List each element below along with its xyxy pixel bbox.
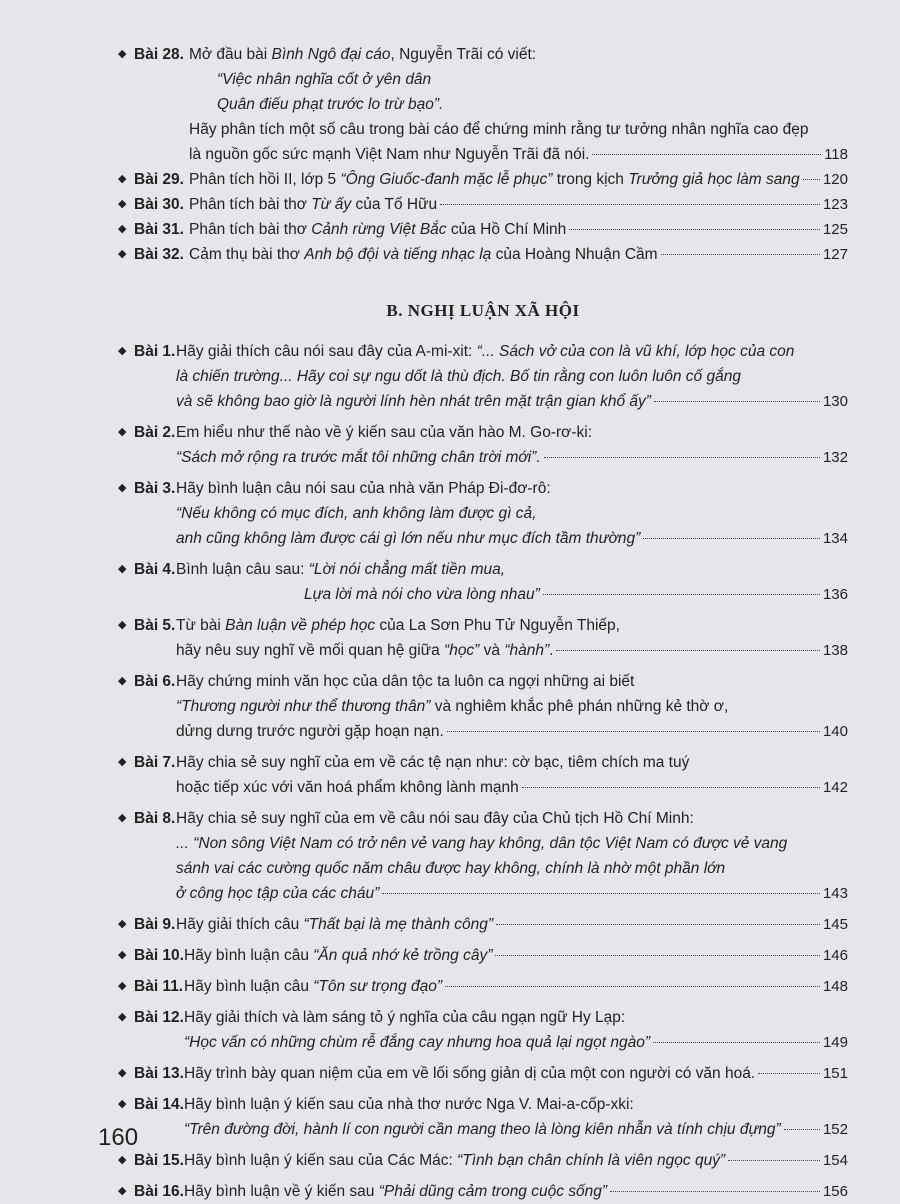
entry-label: Bài 16. [134,1183,184,1200]
entry-quote: là chiến trường... Hãy coi sự ngu dốt là thù địch. Bố tin rằng con luôn luôn cố gắng [176,368,741,385]
page-ref: 136 [822,586,848,603]
bullet-icon: ◆ [118,426,127,438]
entry-label: Bài 15. [134,1152,184,1169]
entry-italic: Bàn luận về phép học [225,617,376,634]
entry-text: Phân tích bài thơ [189,196,312,213]
toc-entry [118,339,848,414]
page-ref: 134 [822,530,848,547]
entry-text: Hãy bình luận câu [184,978,314,995]
entry-text: và [479,642,505,659]
bullet-icon: ◆ [118,173,127,185]
entry-text: Hãy chia sẻ suy nghĩ của em về các tệ nạn như: cờ bạc, tiêm chích ma tuý [176,754,690,771]
entry-label: Bài 13. [134,1065,184,1082]
entry-quote: “Tôn sư trọng đạo” [313,978,442,995]
entry-text: Bình luận câu sau: [176,561,309,578]
bullet-icon: ◆ [118,198,127,210]
entry-text: Phân tích bài thơ [189,221,312,238]
entry-label: Bài 4. [134,561,176,578]
entry-text: Cảm thụ bài thơ [189,246,305,263]
bullet-icon: ◆ [118,1011,127,1023]
bullet-icon: ◆ [118,1098,127,1110]
entry-text: Hãy giải thích và làm sáng tỏ ý nghĩa của câu ngạn ngữ Hy Lạp: [184,1009,626,1026]
page-ref: 154 [822,1152,848,1169]
toc-entry [118,974,848,999]
toc-entry [118,750,848,800]
entry-italic: “học” [444,642,480,659]
entry-quote: “Nếu không có mục đích, anh không làm được gì cả, [176,505,537,522]
entry-label: Bài 32. [134,246,184,263]
bullet-icon: ◆ [118,223,127,235]
entry-italic: Trưởng giả học làm sang [628,171,800,188]
entry-text: Từ bài [176,617,226,634]
page-ref: 118 [824,146,848,163]
toc-entry [118,669,848,744]
entry-quote: anh cũng không làm được cái gì lớn nếu như mục đích tầm thường” [176,530,641,547]
entry-text: hãy nêu suy nghĩ về mối quan hệ giữa [176,642,445,659]
toc-entry [118,1179,848,1204]
toc-entry [118,1092,848,1142]
entry-label: Bài 10. [134,947,184,964]
bullet-icon: ◆ [118,756,127,768]
entry-italic: Cảnh rừng Việt Bắc [311,221,447,238]
bullet-icon: ◆ [118,949,127,961]
entry-quote: “Học vấn có những chùm rễ đắng cay nhưng hoa quả lại ngọt ngào” [184,1034,651,1051]
page-ref: 152 [822,1121,848,1138]
bullet-icon: ◆ [118,345,127,357]
page-ref: 148 [822,978,848,995]
entry-italic: Anh bộ đội và tiếng nhạc lạ [304,246,492,263]
entry-italic: Từ ấy [311,196,352,213]
entry-text: của La Sơn Phu Tử Nguyễn Thiếp, [375,617,620,634]
bullet-icon: ◆ [118,675,127,687]
bullet-icon: ◆ [118,1185,127,1197]
toc-entry [118,1148,848,1173]
entry-quote: ở công học tập của các cháu” [176,885,380,902]
page-ref: 146 [822,947,848,964]
entry-label: Bài 29. [134,171,184,188]
entry-label: Bài 5. [134,617,176,634]
entry-quote: “Thất bại là mẹ thành công” [303,916,494,933]
entry-quote: “Lời nói chẳng mất tiền mua, [308,561,506,578]
entry-quote: “... Sách vở của con là vũ khí, lớp học của con [476,343,795,360]
entry-label: Bài 14. [134,1096,184,1113]
entry-text: Em hiểu như thế nào về ý kiến sau của văn hào M. Go-rơ-ki: [176,424,592,441]
toc-entry [118,476,848,551]
entry-text: Hãy giải thích câu [176,916,304,933]
entry-quote: “Tình bạn chân chính là viên ngọc quý” [457,1152,726,1169]
toc-entry [118,242,848,267]
entry-label: Bài 30. [134,196,184,213]
entry-quote: “Ăn quả nhớ kẻ trồng cây” [313,947,493,964]
entry-label: Bài 11. [134,978,184,995]
entry-text: của Hoàng Nhuận Cầm [491,246,658,263]
page-ref: 143 [822,885,848,902]
bullet-icon: ◆ [118,980,127,992]
page-ref: 127 [822,246,848,263]
bullet-icon: ◆ [118,812,127,824]
entry-label: Bài 28. [134,46,184,63]
entry-text: Hãy bình luận câu [184,947,314,964]
entry-text: Hãy chia sẻ suy nghĩ của em về câu nói sau đây của Chủ tịch Hồ Chí Minh: [176,810,694,827]
entry-quote: “Sách mở rộng ra trước mắt tôi những chân trời mới”. [176,449,541,466]
bullet-icon: ◆ [118,918,127,930]
entry-text: , Nguyễn Trãi có viết: [390,46,537,63]
bullet-icon: ◆ [118,482,127,494]
entry-label: Bài 3. [134,480,176,497]
toc-entry [118,1061,848,1086]
entry-label: Bài 2. [134,424,176,441]
entry-text: Phân tích hồi II, lớp 5 [189,171,341,188]
entry-text: Hãy bình luận về ý kiến sau [184,1183,379,1200]
entry-text: . [549,642,554,659]
entry-italic: Bình Ngô đại cáo [271,46,391,63]
entry-text: và nghiêm khắc phê phán những kẻ thờ ơ, [430,698,729,715]
entry-text: Hãy chứng minh văn học của dân tộc ta luôn ca ngợi những ai biết [176,673,635,690]
entry-text: dửng dưng trước người gặp hoạn nạn. [176,723,444,740]
entry-quote: “Phải dũng cảm trong cuộc sống” [378,1183,608,1200]
toc-entry [118,217,848,242]
bullet-icon: ◆ [118,48,127,60]
entry-quote: “Trên đường đời, hành lí con người cần mang theo là lòng kiên nhẫn và tính chịu đựng” [184,1121,781,1138]
entry-label: Bài 7. [134,754,176,771]
entry-italic: “hành” [504,642,550,659]
entry-quote: ... “Non sông Việt Nam có trở nên vẻ vang hay không, dân tộc Việt Nam có được vẻ vang [176,835,788,852]
toc-entry [118,806,848,906]
entry-label: Bài 31. [134,221,184,238]
entry-label: Bài 8. [134,810,176,827]
toc-entry [118,557,848,607]
toc-entry [118,192,848,217]
page-ref: 156 [822,1183,848,1200]
entry-label: Bài 9. [134,916,176,933]
page-number: 160 [98,1124,139,1151]
entry-quote: sánh vai các cường quốc năm châu được hay không, chính là nhờ một phần lớn [176,860,726,877]
bullet-icon: ◆ [118,1067,127,1079]
entry-quote: Lựa lời mà nói cho vừa lòng nhau” [304,586,540,603]
page-ref: 132 [822,449,848,466]
toc-entry [118,912,848,937]
entry-italic: “Ông Giuốc-đanh mặc lễ phục” [340,171,553,188]
entry-text: hoặc tiếp xúc với văn hoá phẩm không lành mạnh [176,779,519,796]
page-ref: 149 [822,1034,848,1051]
toc-entry [118,42,848,167]
entry-label: Bài 1. [134,343,176,360]
entry-label: Bài 12. [134,1009,184,1026]
entry-text: Hãy bình luận ý kiến sau của Các Mác: [184,1152,458,1169]
toc-entry [118,167,848,192]
page-ref: 142 [822,779,848,796]
page-ref: 138 [822,642,848,659]
page-ref: 120 [822,171,848,188]
page-ref: 151 [822,1065,848,1082]
entry-text: Hãy bình luận câu nói sau của nhà văn Pháp Đi-đơ-rô: [176,480,551,497]
bullet-icon: ◆ [118,1154,127,1166]
section-heading: B. NGHỊ LUẬN XÃ HỘI [386,301,580,320]
entry-text: của Tố Hữu [351,196,438,213]
bullet-icon: ◆ [118,619,127,631]
entry-text: trong kịch [552,171,629,188]
entry-text: Mở đầu bài [189,46,272,63]
toc-entry [118,613,848,663]
bullet-icon: ◆ [118,563,127,575]
page-ref: 145 [822,916,848,933]
page-ref: 140 [822,723,848,740]
bullet-icon: ◆ [118,248,127,260]
toc-entry [118,1005,848,1055]
toc-entry [118,943,848,968]
entry-text: Hãy phân tích một số câu trong bài cáo để chứng minh rằng tư tưởng nhân nghĩa cao đẹp [189,121,809,138]
entry-text: Hãy bình luận ý kiến sau của nhà thơ nước Nga V. Mai-a-cốp-xki: [184,1096,634,1113]
entry-text: là nguồn gốc sức mạnh Việt Nam như Nguyễn Trãi đã nói. [189,146,590,163]
entry-quote: Quân điếu phạt trước lo trừ bạo”. [217,96,444,113]
entry-quote: “Việc nhân nghĩa cốt ở yên dân [217,71,432,88]
toc-entry [118,420,848,470]
page-ref: 123 [822,196,848,213]
entry-quote: và sẽ không bao giờ là người lính hèn nhát trên mặt trận gian khổ ấy” [176,393,651,410]
entry-label: Bài 6. [134,673,176,690]
table-of-contents [118,42,848,1204]
entry-text: Hãy trình bày quan niệm của em về lối sống giản dị của một con người có văn hoá. [184,1065,756,1082]
page-ref: 130 [822,393,848,410]
entry-text: Hãy giải thích câu nói sau đây của A-mi-xit: [176,343,477,360]
entry-text: của Hồ Chí Minh [446,221,567,238]
entry-quote: “Thương người như thể thương thân” [176,698,431,715]
page-ref: 125 [822,221,848,238]
